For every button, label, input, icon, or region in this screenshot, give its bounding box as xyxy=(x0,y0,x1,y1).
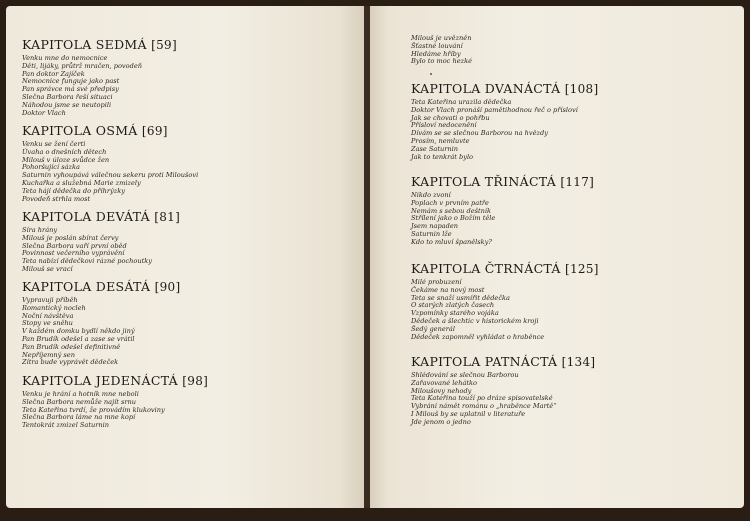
list-item: Pohoršující sázka xyxy=(22,163,80,172)
list-item: Jak se chovati o pohřbu xyxy=(411,113,490,122)
list-item: Poplach v prvním patře xyxy=(411,198,489,207)
list-item: Jsem napaden xyxy=(411,222,458,231)
list-item: O starých zlatých časech xyxy=(411,301,495,310)
list-item: Bylo to moc hezké xyxy=(411,57,472,66)
chapter-contents-list xyxy=(22,227,180,274)
chapter-page-number: [59] xyxy=(151,38,177,52)
chapter-11-continued xyxy=(411,35,472,66)
list-item: V každém domku bydlí někdo jiný xyxy=(22,327,135,336)
list-item: Venku se žení čerti xyxy=(22,140,86,148)
list-item: Romantický nocleh xyxy=(22,303,86,312)
chapter-page-number: [108] xyxy=(564,82,599,96)
chapter-title: KAPITOLA DEVÁTÁ xyxy=(22,209,150,224)
chapter-11 xyxy=(22,373,208,430)
chapter-contents-list xyxy=(22,391,208,430)
list-item: Zase Saturnin xyxy=(411,144,458,153)
chapter-heading xyxy=(411,174,594,189)
list-item: Nemám s sebou deštník xyxy=(411,206,492,215)
chapter-page-number: [125] xyxy=(565,262,599,276)
list-item: Slečna Barbora řeší situaci xyxy=(22,92,113,101)
chapter-title: KAPITOLA TŘINÁCTÁ xyxy=(411,174,557,189)
chapter-page-number: [81] xyxy=(154,210,181,224)
left-page xyxy=(6,6,364,508)
list-item: Vypravuji příběh xyxy=(22,296,78,304)
list-item: I Milouš by se uplatnil v literatuře xyxy=(411,409,526,418)
list-item: Teta Kateřina urazila dědečka xyxy=(411,98,512,106)
list-item: Noční návštěva xyxy=(22,311,74,320)
list-item: Stopy ve sněhu xyxy=(22,319,73,328)
chapter-heading xyxy=(411,354,595,369)
list-item: Úvaha o dnešních dětech xyxy=(22,147,107,156)
list-item: Saturnin vyhoupává válečnou sekeru proti Miloušovi xyxy=(22,171,199,180)
list-item: Teta hájí dědečka do příhrýzky xyxy=(22,186,125,195)
list-item: Milouš se vrací xyxy=(22,264,73,273)
list-item: Slečna Barbora nemůže najít srnu xyxy=(22,397,137,406)
chapter-title: KAPITOLA SEDMÁ xyxy=(22,37,147,52)
chapter-contents-list xyxy=(22,297,180,367)
chapter-title: KAPITOLA JEDENÁCTÁ xyxy=(22,373,178,388)
list-item: Zařavované lehátko xyxy=(411,378,477,387)
list-item: Teta nabízí dědečkovi rázné pochoutky xyxy=(22,257,153,266)
decorative-dot xyxy=(430,73,432,75)
list-item: Hledáme hříby xyxy=(411,49,461,58)
list-item: Teta Kateřina touží po dráze spisovatelské xyxy=(411,394,553,403)
chapter-10 xyxy=(22,279,180,367)
chapter-title: KAPITOLA ČTRNÁCTÁ xyxy=(411,261,561,276)
list-item: Povodeň strhla most xyxy=(22,194,91,203)
list-item: Jde jenom o jedno xyxy=(411,417,471,426)
chapter-contents-list xyxy=(22,55,177,117)
list-item: Čekáme na nový most xyxy=(411,285,485,294)
list-item: Střílení jako o Božím těle xyxy=(411,214,496,223)
list-item: Miloušovy nehody xyxy=(411,386,472,395)
list-item: Pan doktor Zajíček xyxy=(22,69,85,78)
list-item: Dědeček zapomněl vyhládat o hraběnce xyxy=(411,332,545,341)
chapter-13 xyxy=(411,174,594,247)
list-item: Povinnost večerního vyprávění xyxy=(22,249,125,258)
list-item: Přísloví nedocenění xyxy=(411,121,477,130)
list-item: Saturnin lže xyxy=(411,229,452,238)
list-item: Pan Brudík odešel definitivně xyxy=(22,342,121,351)
chapter-page-number: [134] xyxy=(561,355,596,369)
list-item: Šťastné louvání xyxy=(411,41,463,50)
list-item: Prosím, nemluvte xyxy=(411,136,470,145)
chapter-heading xyxy=(22,209,180,224)
list-item: Tentokrát zmizel Saturnin xyxy=(22,421,109,430)
chapter-12 xyxy=(411,81,598,161)
list-item: Šedý generál xyxy=(411,324,455,333)
list-item: Milouš je poslán sbírat červy xyxy=(22,233,119,242)
list-item: Pan Brudík odešel a zase se vrátil xyxy=(22,334,135,343)
list-item: Venku mne do nemocnice xyxy=(22,54,108,62)
list-item: Kuchařka a služebná Marie zmizely xyxy=(22,178,141,187)
chapter-14 xyxy=(411,261,599,341)
list-item: Náhodou jsme se neutopili xyxy=(22,100,112,109)
chapter-heading xyxy=(22,373,208,388)
chapter-contents-list xyxy=(411,279,599,341)
list-item: Milé probuzení xyxy=(411,278,462,286)
list-item: Slečna Barbora láme na mne kopí xyxy=(22,413,136,422)
chapter-9 xyxy=(22,209,180,274)
list-item: Dědeček a šlechtic v historickém kroji xyxy=(411,316,539,325)
chapter-page-number: [98] xyxy=(182,374,209,388)
list-item: Shlédování se slečnou Barborou xyxy=(411,371,519,379)
list-item: Teta Kateřina tvrdí, že provádím klukoviny xyxy=(22,405,165,414)
list-item: Nikdo zvoní xyxy=(411,191,451,199)
chapter-8 xyxy=(22,123,198,203)
list-item: Vzpomínky starého vojáka xyxy=(411,309,499,318)
chapter-heading xyxy=(411,81,598,96)
list-item: Jak to tenkrát bylo xyxy=(411,152,474,161)
list-item: Vybrání námět románu o „hraběnce Martě“ xyxy=(411,402,557,411)
chapter-contents-list xyxy=(411,35,472,66)
list-item: Milouš v úloze svůdce žen xyxy=(22,155,110,164)
list-item: Síra hrány xyxy=(22,226,58,234)
chapter-heading xyxy=(22,279,180,294)
list-item: Slečna Barbora vaří první oběd xyxy=(22,241,127,250)
chapter-heading xyxy=(22,37,177,52)
list-item: Venku je hrání a hotník mne neboli xyxy=(22,390,139,398)
list-item: Nemocnice funguje jako past xyxy=(22,77,120,86)
list-item: Milouš je uvězněn xyxy=(411,34,472,42)
chapter-contents-list xyxy=(411,192,594,247)
chapter-title: KAPITOLA OSMÁ xyxy=(22,123,138,138)
list-item: Dívám se se slečnou Barborou na hvězdy xyxy=(411,129,548,138)
chapter-heading xyxy=(22,123,198,138)
chapter-contents-list xyxy=(411,99,598,161)
chapter-title: KAPITOLA DESÁTÁ xyxy=(22,279,151,294)
chapter-page-number: [90] xyxy=(154,280,181,294)
right-page xyxy=(370,6,744,508)
list-item: Kdo to mluví španělsky? xyxy=(411,237,492,246)
list-item: Nepříjemný sen xyxy=(22,350,75,359)
list-item: Pan správce má své předpisy xyxy=(22,85,119,94)
chapter-page-number: [69] xyxy=(141,124,168,138)
chapter-heading xyxy=(411,261,599,276)
list-item: Teta se snaží usmířit dědečka xyxy=(411,293,510,302)
chapter-contents-list xyxy=(22,141,198,203)
chapter-15 xyxy=(411,354,595,427)
chapter-page-number: [117] xyxy=(560,175,595,189)
chapter-7 xyxy=(22,37,177,117)
list-item: Doktor Vlach pronáší pamětihodnou řeč o přísloví xyxy=(411,105,578,114)
chapter-contents-list xyxy=(411,372,595,427)
list-item: Zítra bude vyprávět dědeček xyxy=(22,358,119,367)
chapter-title: KAPITOLA DVANÁCTÁ xyxy=(411,81,561,96)
list-item: Děti, lijáky, průtrž mračen, povodeň xyxy=(22,61,142,70)
chapter-title: KAPITOLA PATNÁCTÁ xyxy=(411,354,558,369)
list-item: Doktor Vlach xyxy=(22,108,66,117)
